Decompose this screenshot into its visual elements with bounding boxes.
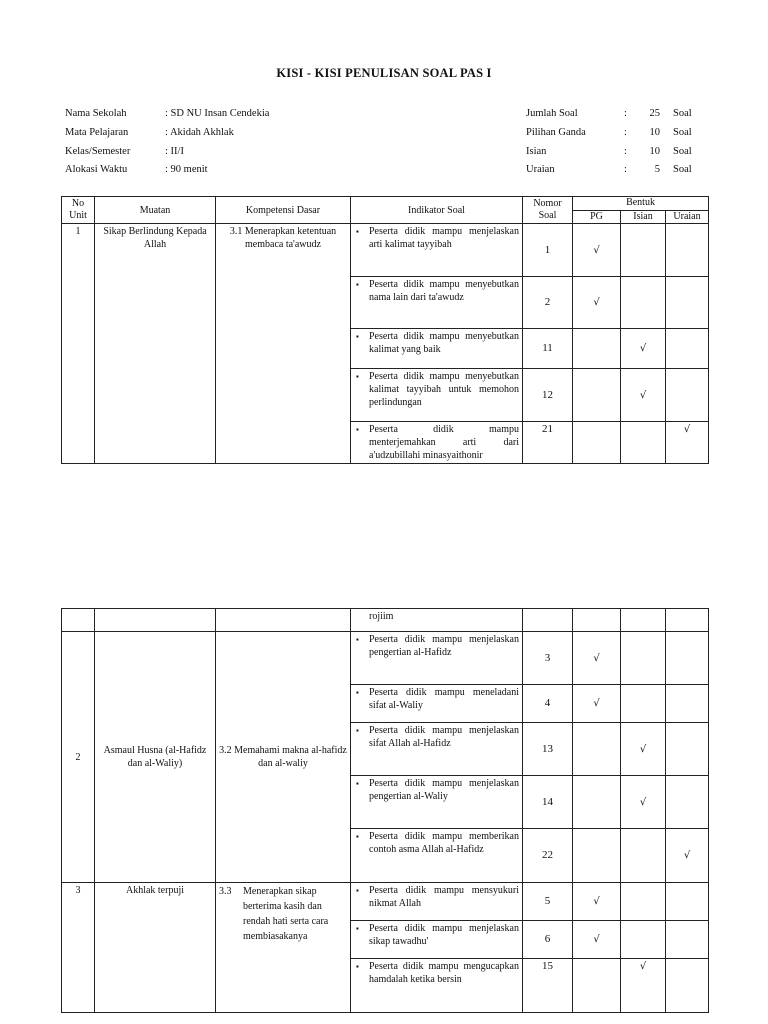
indikator-cell (351, 883, 523, 921)
empty-cell (573, 829, 621, 883)
bullet-icon: ▪ (356, 688, 359, 697)
info-label: Uraian (526, 164, 555, 175)
indikator-text: Peserta didik mampu menjelaskan sikap tawadhu' (369, 923, 519, 947)
indikator-cell (351, 329, 523, 369)
bullet-icon: ▪ (356, 332, 359, 341)
indikator-cell (351, 959, 523, 1013)
kd-text: Menerapkan sikap berterima kasih dan rendah hati serta cara membiasakanya (243, 886, 329, 942)
info-label: Pilihan Ganda (526, 127, 586, 138)
indikator-cell (351, 369, 523, 422)
info-unit: Soal (673, 127, 692, 138)
empty-cell (621, 632, 666, 685)
check-icon: √ (573, 224, 621, 277)
indikator-text: Peserta didik mampu menjelaskan sifat Allah al-Hafidz (369, 725, 519, 749)
empty-cell (666, 776, 709, 829)
check-icon: √ (573, 883, 621, 921)
nomor-soal: 21 (523, 422, 573, 464)
check-icon: √ (621, 723, 666, 776)
info-colon: : (624, 146, 627, 157)
header-isian: Isian (621, 211, 666, 224)
kisi-table-page-2 (61, 608, 709, 1013)
header-muatan: Muatan (95, 197, 216, 224)
bullet-icon: ▪ (356, 425, 359, 434)
indikator-cell (351, 422, 523, 464)
empty-cell (216, 609, 351, 632)
unit-number: 3 (62, 883, 95, 1013)
info-value: : 90 menit (165, 164, 208, 175)
kisi-table-page-1 (61, 196, 709, 464)
empty-cell (621, 224, 666, 277)
nomor-soal: 22 (523, 829, 573, 883)
info-colon: : (624, 127, 627, 138)
check-icon: √ (621, 959, 666, 1013)
indikator-text: Peserta didik mampu mengucapkan hamdalah ketika bersin (369, 961, 519, 985)
indikator-text: Peserta didik mampu menyebutkan kalimat yang baik (369, 331, 519, 355)
bullet-icon: ▪ (356, 635, 359, 644)
empty-cell (666, 685, 709, 723)
info-value: 25 (649, 108, 660, 119)
nomor-soal: 1 (523, 224, 573, 277)
bullet-icon: ▪ (356, 886, 359, 895)
unit-muatan: Asmaul Husna (al-Hafidz dan al-Waliy) (95, 632, 216, 883)
empty-cell (62, 609, 95, 632)
nomor-soal: 4 (523, 685, 573, 723)
header-kd: Kompetensi Dasar (216, 197, 351, 224)
empty-cell (621, 829, 666, 883)
bullet-icon: ▪ (356, 832, 359, 841)
empty-cell (573, 422, 621, 464)
header-pg: PG (573, 211, 621, 224)
info-unit: Soal (673, 146, 692, 157)
bullet-icon: ▪ (356, 962, 359, 971)
empty-cell (666, 921, 709, 959)
empty-cell (666, 369, 709, 422)
indikator-cell (351, 829, 523, 883)
info-label: Mata Pelajaran (65, 127, 129, 138)
header-indikator: Indikator Soal (351, 197, 523, 224)
kd-wrapper (219, 884, 347, 944)
nomor-soal: 14 (523, 776, 573, 829)
empty-cell (95, 609, 216, 632)
empty-cell (573, 369, 621, 422)
bullet-icon: ▪ (356, 779, 359, 788)
nomor-soal: 6 (523, 921, 573, 959)
indikator-cell (351, 277, 523, 329)
empty-cell (573, 776, 621, 829)
empty-cell (573, 329, 621, 369)
check-icon: √ (573, 277, 621, 329)
info-label: Kelas/Semester (65, 146, 131, 157)
unit-kd: 3.2 Memahami makna al-hafidz dan al-waliy (216, 632, 351, 883)
check-icon: √ (573, 921, 621, 959)
kd-number: 3.3 (219, 886, 232, 897)
info-value: : II/I (165, 146, 184, 157)
empty-cell (666, 329, 709, 369)
info-value: : Akidah Akhlak (165, 127, 234, 138)
empty-cell (573, 959, 621, 1013)
unit-muatan: Sikap Berlindung Kepada Allah (95, 224, 216, 464)
info-value: 10 (649, 127, 660, 138)
indikator-text: Peserta didik mampu menjelaskan pengertian al-Waliy (369, 778, 519, 802)
bullet-icon: ▪ (356, 372, 359, 381)
info-label: Isian (526, 146, 547, 157)
page-title: KISI - KISI PENULISAN SOAL PAS I (276, 66, 492, 80)
empty-cell (621, 277, 666, 329)
bullet-icon: ▪ (356, 924, 359, 933)
header-row (62, 197, 709, 211)
indikator-text: Peserta didik mampu menjelaskan arti kalimat tayyibah (369, 226, 519, 250)
info-unit: Soal (673, 164, 692, 175)
check-icon: √ (621, 329, 666, 369)
check-icon: √ (666, 829, 709, 883)
empty-cell (621, 685, 666, 723)
empty-cell (666, 277, 709, 329)
header-no-unit: No Unit (62, 197, 95, 224)
indikator-text: Peserta didik mampu menterjemahkan arti dari a'udzubillahi minasyaithonir (369, 424, 519, 461)
info-value: 5 (654, 164, 660, 175)
info-value: : SD NU Insan Cendekia (165, 108, 270, 119)
unit-muatan: Akhlak terpuji (95, 883, 216, 1013)
indikator-text: Peserta didik mampu menyebutkan nama lain dari ta'awudz (369, 279, 519, 303)
check-icon: √ (621, 369, 666, 422)
empty-cell (666, 632, 709, 685)
nomor-soal: 11 (523, 329, 573, 369)
indikator-text: Peserta didik mampu memberikan contoh asma Allah al-Hafidz (369, 831, 519, 855)
empty-cell (666, 959, 709, 1013)
indikator-cell (351, 685, 523, 723)
info-value: 10 (649, 146, 660, 157)
info-unit: Soal (673, 108, 692, 119)
info-label: Nama Sekolah (65, 108, 127, 119)
empty-cell (573, 723, 621, 776)
bullet-icon: ▪ (356, 227, 359, 236)
info-colon: : (624, 164, 627, 175)
empty-cell (666, 723, 709, 776)
unit-number: 1 (62, 224, 95, 464)
check-icon: √ (573, 632, 621, 685)
empty-cell (621, 883, 666, 921)
nomor-soal: 3 (523, 632, 573, 685)
empty-cell (621, 422, 666, 464)
unit-number: 2 (62, 632, 95, 883)
empty-cell (621, 921, 666, 959)
bullet-icon: ▪ (356, 280, 359, 289)
nomor-soal: 15 (523, 959, 573, 1013)
header-bentuk: Bentuk (573, 197, 709, 211)
empty-cell (573, 609, 621, 632)
info-label: Alokasi Waktu (65, 164, 128, 175)
indikator-text: Peserta didik mampu menyebutkan kalimat tayyibah untuk memohon perlindungan (369, 371, 519, 408)
indikator-cell (351, 224, 523, 277)
table-row (62, 224, 709, 277)
indikator-text: Peserta didik mampu menjelaskan pengertian al-Hafidz (369, 634, 519, 658)
indikator-cell (351, 632, 523, 685)
table-row (62, 883, 709, 921)
empty-cell (666, 883, 709, 921)
empty-cell (523, 609, 573, 632)
table-row (62, 632, 709, 685)
nomor-soal: 2 (523, 277, 573, 329)
indikator-cell (351, 723, 523, 776)
indikator-text: Peserta didik mampu meneladani sifat al-Waliy (369, 687, 519, 711)
nomor-soal: 13 (523, 723, 573, 776)
unit-kd (216, 883, 351, 1013)
indikator-cell (351, 921, 523, 959)
nomor-soal: 5 (523, 883, 573, 921)
empty-cell (666, 224, 709, 277)
unit-kd: 3.1 Menerapkan ketentuan membaca ta'awudz (216, 224, 351, 464)
bullet-icon: ▪ (356, 726, 359, 735)
indikator-cell (351, 776, 523, 829)
empty-cell (666, 609, 709, 632)
continuation-row (62, 609, 709, 632)
check-icon: √ (573, 685, 621, 723)
empty-cell (621, 609, 666, 632)
nomor-soal: 12 (523, 369, 573, 422)
indikator-continuation: rojiim (351, 609, 523, 632)
check-icon: √ (621, 776, 666, 829)
info-label: Jumlah Soal (526, 108, 578, 119)
indikator-text: Peserta didik mampu mensyukuri nikmat Allah (369, 885, 519, 909)
header-nomor-soal: Nomor Soal (523, 197, 573, 224)
info-colon: : (624, 108, 627, 119)
check-icon: √ (666, 422, 709, 464)
header-uraian: Uraian (666, 211, 709, 224)
